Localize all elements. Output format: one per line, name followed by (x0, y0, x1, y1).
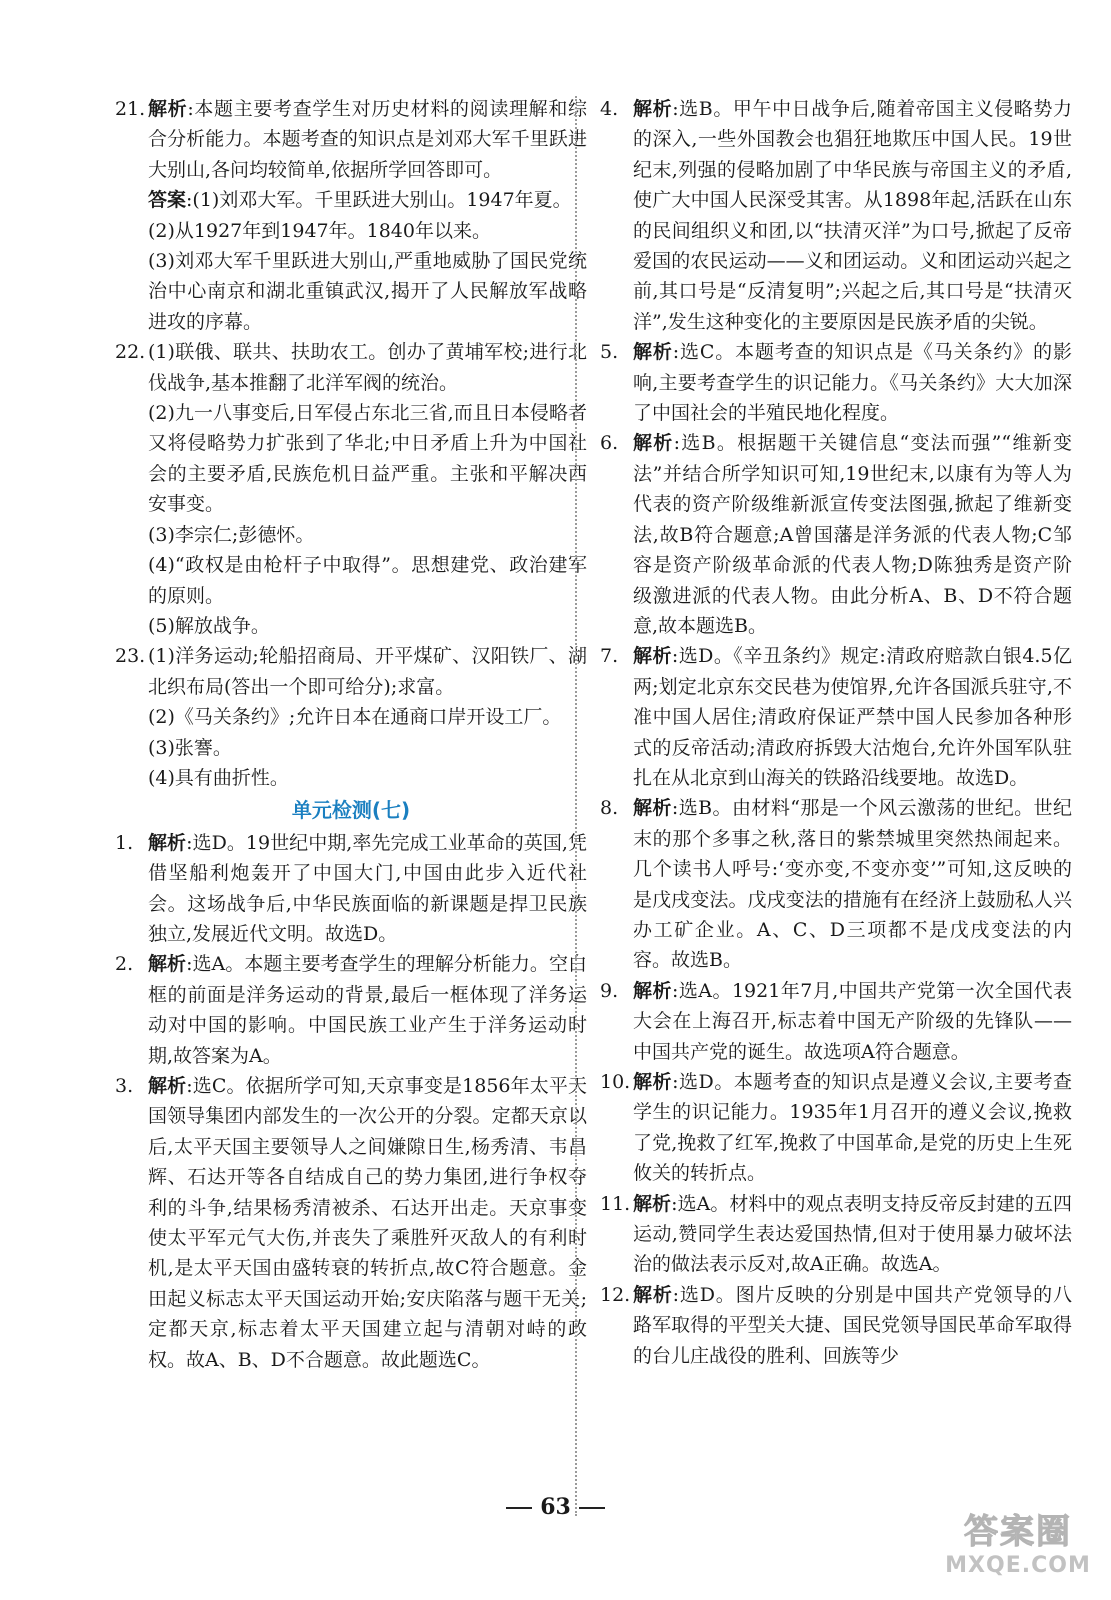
analysis-text: :选B。根据题干关键信息“变法而强”“维新变法”并结合所学知识可知,19世纪末,以康有为等人为代表的资产阶级维新派宣传变法图强,掀起了维新变法,故B符合题意;A曾国藩是洋务派的代表人物;C邹容是资产阶级革命派的代表人物;D陈独秀是资产阶级激进派的代表人物。由此分析A、B、D不符合题意,故本题选B。 (633, 432, 1072, 637)
analysis-paragraph (633, 641, 1072, 793)
watermark-logo-text: 答案圈 (964, 1512, 1072, 1552)
analysis-label: 解析 (633, 1071, 673, 1093)
analysis-label: 解析 (148, 953, 187, 976)
unit-question-11 (600, 1189, 1072, 1280)
page-number-dash-left (506, 1507, 532, 1509)
analysis-paragraph (633, 94, 1072, 337)
analysis-text: :选D。《辛丑条约》规定:清政府赔款白银4.5亿两;划定北京东交民巷为使馆界,允许各国派兵驻守,不准中国人居住;清政府保证严禁中国人民参加各种形式的反帝活动;清政府拆毁大沽炮台,允许外国军队驻扎在从北京到山海关的铁路沿线要地。故选D。 (633, 645, 1072, 789)
answer-part-4: (4)具有曲折性。 (148, 766, 289, 789)
analysis-text: :选A。材料中的观点表明支持反帝反封建的五四运动,赞同学生表达爱国热情,但对于使用暴力破坏法治的做法表示反对,故A正确。故选A。 (633, 1192, 1072, 1276)
analysis-text: :选A。1921年7月,中国共产党第一次全国代表大会在上海召开,标志着中国无产阶级的先锋队——中国共产党的诞生。故选项A符合题意。 (633, 979, 1072, 1063)
site-watermark (943, 1504, 1093, 1590)
analysis-label: 解析 (633, 979, 672, 1002)
analysis-paragraph (148, 949, 587, 1071)
analysis-paragraph (633, 428, 1072, 641)
answer-part-2: (2)《马关条约》;允许日本在通商口岸开设工厂。 (148, 706, 562, 729)
answer-part-1: (1)联俄、联共、扶助农工。创办了黄埔军校;进行北伐战争,基本推翻了北洋军阀的统治。 (148, 341, 587, 394)
analysis-label: 解析 (633, 1283, 673, 1306)
answer-text: :(1)刘邓大军。千里跃进大别山。1947年夏。 (186, 189, 572, 212)
left-column (115, 94, 587, 1375)
question-21 (115, 94, 587, 337)
question-number: 11. (600, 1192, 631, 1215)
analysis-label: 解析 (633, 432, 674, 455)
question-number: 22. (115, 341, 146, 364)
answer-part-2: (2)九一八事变后,日军侵占东北三省,而且日本侵略者又将侵略势力扩张到了华北;中日矛盾上升为中国社会的主要矛盾,民族危机日益严重。主张和平解决西安事变。 (148, 402, 587, 516)
analysis-paragraph (633, 1067, 1072, 1189)
unit-question-9 (600, 976, 1072, 1067)
question-number: 5. (600, 341, 619, 364)
analysis-text: :选D。19世纪中期,率先完成工业革命的英国,凭借坚船利炮轰开了中国大门,中国由此步入近代社会。这场战争后,中华民族面临的新课题是捍卫民族独立,发展近代文明。故选D。 (148, 831, 587, 945)
analysis-text: :选D。图片反映的分别是中国共产党领导的八路军取得的平型关大捷、国民党领导国民革命军取得的台儿庄战役的胜利、回族等少 (633, 1283, 1072, 1367)
answer-part-3: (3)刘邓大军千里跃进大别山,严重地威胁了国民党统治中心南京和湖北重镇武汉,揭开了人民解放军战略进攻的序幕。 (148, 250, 587, 333)
question-number: 23. (115, 645, 146, 668)
question-number: 4. (600, 98, 619, 120)
question-number: 9. (600, 979, 619, 1002)
column-divider (575, 96, 577, 1516)
page-number-dash-right (579, 1507, 605, 1509)
analysis-paragraph (148, 94, 587, 185)
analysis-text: :选D。本题考查的知识点是遵义会议,主要考查学生的识记能力。1935年1月召开的遵义会议,挽救了党,挽救了红军,挽救了中国革命,是党的历史上生死攸关的转折点。 (633, 1071, 1072, 1185)
unit-question-12 (600, 1280, 1072, 1371)
analysis-paragraph (633, 1280, 1072, 1371)
question-number: 21. (115, 98, 146, 120)
question-number: 8. (600, 797, 619, 820)
analysis-text: :本题主要考查学生对历史材料的阅读理解和综合分析能力。本题考查的知识点是刘邓大军千里跃进大别山,各问均较简单,依据所学回答即可。 (148, 98, 587, 181)
analysis-text: :选B。甲午中日战争后,随着帝国主义侵略势力的深入,一些外国教会也猖狂地欺压中国人民。19世纪末,列强的侵略加剧了中华民族与帝国主义的矛盾,使广大中国人民深受其害。从1898年起,活跃在山东的民间组织义和团,以“扶清灭洋”为口号,掀起了反帝爱国的农民运动——义和团运动。义和团运动兴起之前,其口号是“反清复明”;兴起之后,其口号是“扶清灭洋”,发生这种变化的主要原因是民族矛盾的尖锐。 (633, 98, 1072, 333)
analysis-paragraph (148, 1071, 587, 1375)
analysis-label: 解析 (148, 98, 188, 120)
analysis-label: 解析 (148, 831, 187, 854)
answer-paragraph (148, 185, 587, 215)
unit-question-5 (600, 337, 1072, 428)
unit-question-8 (600, 793, 1072, 975)
question-number: 7. (600, 645, 619, 668)
analysis-label: 解析 (633, 645, 672, 668)
analysis-label: 解析 (633, 98, 673, 120)
question-number: 3. (115, 1075, 134, 1097)
unit-question-3 (115, 1071, 587, 1375)
question-number: 12. (600, 1283, 631, 1306)
analysis-text: :选C。依据所学可知,天京事变是1856年太平天国领导集团内部发生的一次公开的分裂。定都天京以后,太平天国主要领导人之间嫌隙日生,杨秀清、韦昌辉、石达开等各自结成自己的势力集团,进行争权夺利的斗争,结果杨秀清被杀、石达开出走。天京事变使太平军元气大伤,并丧失了乘胜歼灭敌人的有利时机,是太平天国由盛转衰的转折点,故C符合题意。金田起义标志太平天国运动开始;安庆陷落与题干无关;定都天京,标志着太平天国建立起与清朝对峙的政权。故A、B、D不合题意。故此题选C。 (148, 1075, 587, 1371)
question-22 (115, 337, 587, 641)
question-number: 1. (115, 831, 134, 854)
answer-part-3: (3)张謇。 (148, 736, 232, 759)
answer-part-5: (5)解放战争。 (148, 614, 270, 637)
watermark-url: MXQE.COM (945, 1553, 1091, 1578)
answer-part-1: (1)洋务运动;轮船招商局、开平煤矿、汉阳铁厂、湖北织布局(答出一个即可给分);求富。 (148, 645, 587, 698)
analysis-label: 解析 (633, 1192, 672, 1215)
analysis-paragraph (633, 337, 1072, 428)
answer-part-3: (3)李宗仁;彭德怀。 (148, 523, 315, 546)
question-number: 6. (600, 432, 619, 455)
unit-question-6 (600, 428, 1072, 641)
analysis-label: 解析 (633, 341, 673, 364)
right-column (600, 94, 1072, 1371)
section-title: 单元检测(七) (291, 798, 411, 823)
analysis-label: 解析 (148, 1075, 187, 1097)
unit-question-4 (600, 94, 1072, 337)
analysis-paragraph (633, 1189, 1072, 1280)
answer-part-2: (2)从1927年到1947年。1840年以来。 (148, 219, 491, 242)
unit-question-2 (115, 949, 587, 1071)
answer-part-4: (4)“政权是由枪杆子中取得”。思想建党、政治建军的原则。 (148, 554, 587, 607)
page-number-value: 63 (540, 1494, 571, 1520)
unit-question-10 (600, 1067, 1072, 1189)
analysis-paragraph (633, 793, 1072, 975)
analysis-paragraph (148, 828, 587, 950)
question-number: 2. (115, 953, 134, 976)
analysis-label: 解析 (633, 797, 672, 820)
analysis-text: :选A。本题主要考查学生的理解分析能力。空白框的前面是洋务运动的背景,最后一框体现了洋务运动对中国的影响。中国民族工业产生于洋务运动时期,故答案为A。 (148, 953, 587, 1067)
unit-question-7 (600, 641, 1072, 793)
analysis-text: :选B。由材料“那是一个风云激荡的世纪。世纪末的那个多事之秋,落日的紫禁城里突然热闹起来。几个读书人呼号:‘变亦变,不变亦变’”可知,这反映的是戊戌变法。戊戌变法的措施有在经济上鼓励私人兴办工矿企业。A、C、D三项都不是戊戌变法的内容。故选B。 (633, 797, 1072, 972)
unit-question-1 (115, 828, 587, 950)
question-number: 10. (600, 1071, 631, 1093)
question-23 (115, 641, 587, 793)
analysis-paragraph (633, 976, 1072, 1067)
answer-label: 答案 (148, 189, 187, 212)
analysis-text: :选C。本题考查的知识点是《马关条约》的影响,主要考查学生的识记能力。《马关条约》大大加深了中国社会的半殖民地化程度。 (633, 341, 1072, 425)
